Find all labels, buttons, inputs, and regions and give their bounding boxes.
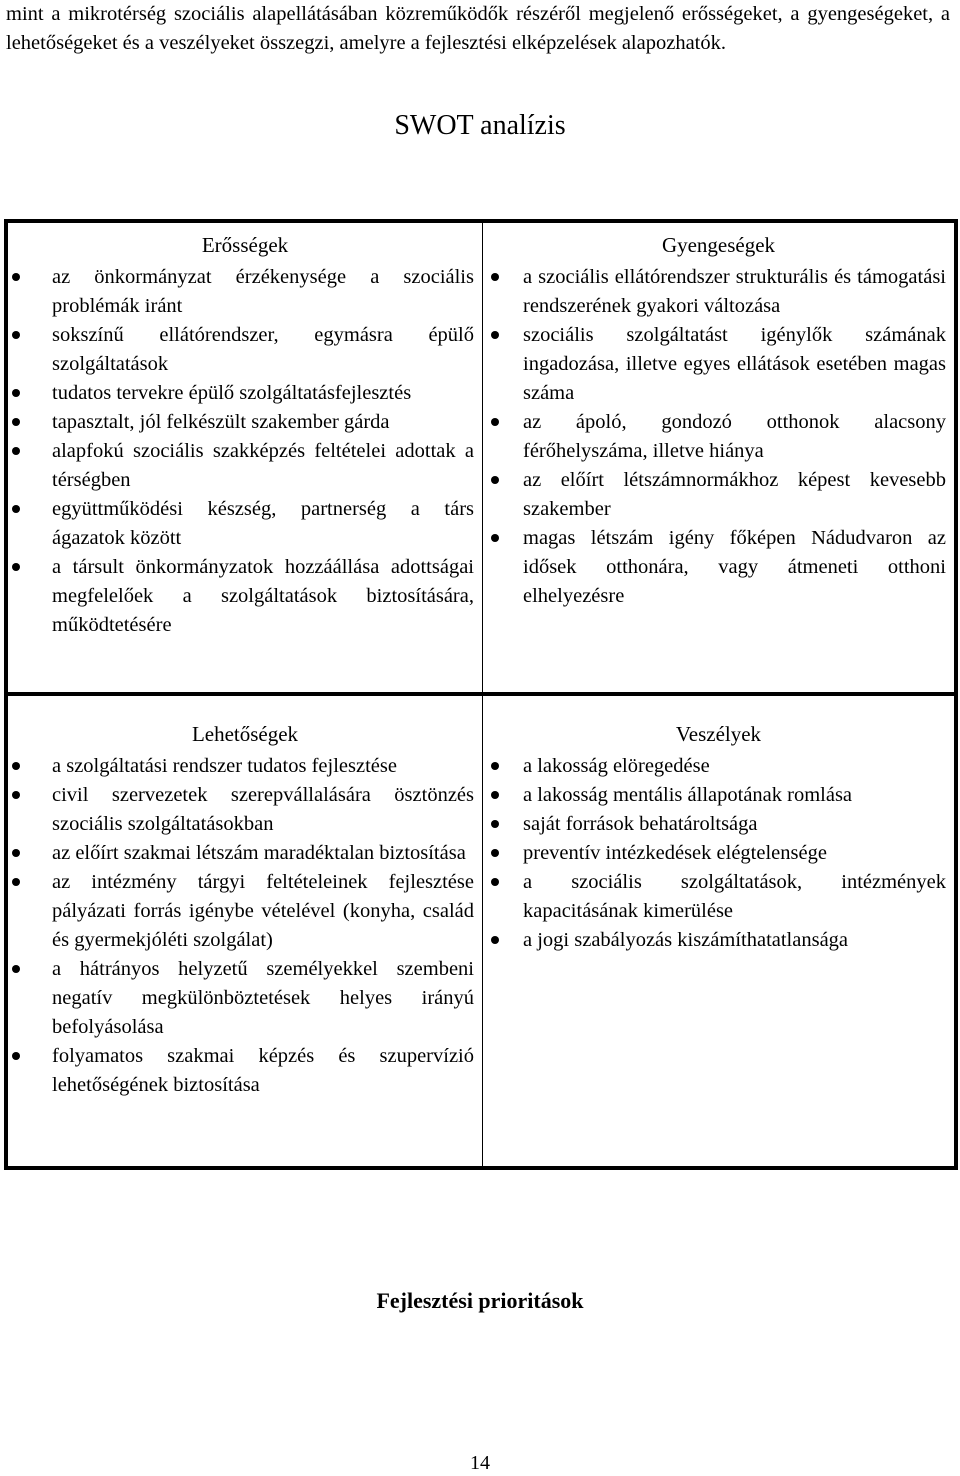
weaknesses-heading: Gyengeségek (661, 233, 776, 257)
bullet-icon (12, 965, 20, 973)
strengths-list (8, 263, 482, 640)
bullet-icon (12, 1052, 20, 1060)
opportunity-item-text: civil szervezetek szerepvállalására ösztönzés szociális szolgáltatásokban (52, 784, 474, 835)
bullet-icon (491, 791, 499, 799)
opportunities-heading: Lehetőségek (191, 722, 299, 746)
weakness-item (483, 524, 954, 611)
weakness-item (483, 408, 954, 466)
opportunity-item-text: az előírt szakmai létszám maradéktalan biztosítása (52, 842, 466, 864)
page-number: 14 (470, 1452, 490, 1474)
bullet-icon (12, 878, 20, 886)
threat-item (483, 781, 954, 810)
strength-item (8, 408, 482, 437)
bullet-icon (491, 331, 499, 339)
bullet-icon (491, 820, 499, 828)
opportunity-item (8, 868, 482, 955)
strengths-heading: Erősségek (201, 233, 289, 257)
threats-cell (483, 696, 954, 1166)
bullet-icon (12, 331, 20, 339)
opportunity-item (8, 781, 482, 839)
opportunity-item-text: folyamatos szakmai képzés és szupervízió lehetőségének biztosítása (52, 1045, 474, 1096)
swot-title: SWOT analízis (394, 110, 566, 141)
strength-item-text: tudatos tervekre épülő szolgáltatásfejlesztés (52, 382, 412, 404)
opportunity-item-text: a szolgáltatási rendszer tudatos fejlesztése (52, 755, 397, 777)
bullet-icon (12, 447, 20, 455)
threats-list (483, 752, 954, 955)
strength-item (8, 437, 482, 495)
swot-table (4, 219, 958, 1170)
strength-item-text: tapasztalt, jól felkészült szakember gárda (52, 411, 390, 433)
bullet-icon (12, 389, 20, 397)
threat-item (483, 839, 954, 868)
section-heading: Fejlesztési prioritások (376, 1288, 584, 1313)
weakness-item-text: a szociális ellátórendszer strukturális és támogatási rendszerének gyakori változása (523, 266, 946, 317)
bullet-icon (12, 505, 20, 513)
bullet-icon (491, 418, 499, 426)
weakness-item (483, 466, 954, 524)
opportunity-item (8, 1042, 482, 1100)
strength-item (8, 495, 482, 553)
bullet-icon (491, 534, 499, 542)
strengths-cell (8, 223, 482, 692)
opportunity-item (8, 839, 482, 868)
bullet-icon (491, 762, 499, 770)
strength-item-text: együttműködési készség, partnerség a társ ágazatok között (52, 498, 474, 549)
strength-item-text: az önkormányzat érzékenysége a szociális problémák iránt (52, 266, 474, 317)
threat-item-text: preventív intézkedések elégtelensége (523, 842, 827, 864)
weakness-item-text: szociális szolgáltatást igénylők számának ingadozása, illetve egyes ellátások esetében magas száma (523, 324, 946, 404)
weakness-item-text: az ápoló, gondozó otthonok alacsony férőhelyszáma, illetve hiánya (523, 411, 946, 462)
bullet-icon (491, 878, 499, 886)
opportunity-item-text: az intézmény tárgyi feltételeinek fejlesztése pályázati forrás igénybe vételével (konyha, család és gyermekjóléti szolgálat) (52, 871, 474, 951)
threat-item-text: a lakosság mentális állapotának romlása (523, 784, 853, 806)
strength-item (8, 553, 482, 640)
opportunity-item (8, 955, 482, 1042)
weakness-item-text: magas létszám igény főképen Nádudvaron az idősek otthonára, vagy átmeneti otthoni elhelyezésre (523, 527, 946, 607)
strength-item (8, 263, 482, 321)
threat-item-text: saját források behatároltsága (523, 813, 758, 835)
intro-paragraph: mint a mikrotérség szociális alapellátásában közreműködők részéről megjelenő erősségeket, a gyengeségeket, a lehetőségeket és a veszélyeket összegzi, amelyre a fejlesztési elképzelések alapozhatók. (6, 3, 950, 54)
threat-item (483, 752, 954, 781)
strength-item (8, 321, 482, 379)
threat-item-text: a szociális szolgáltatások, intézmények kapacitásának kimerülése (523, 871, 946, 922)
threat-item (483, 810, 954, 839)
weakness-item (483, 263, 954, 321)
bullet-icon (491, 476, 499, 484)
threat-item (483, 926, 954, 955)
bullet-icon (491, 849, 499, 857)
strength-item-text: a társult önkormányzatok hozzáállása adottságai megfelelőek a szolgáltatások biztosítására, működtetésére (52, 556, 474, 636)
strength-item-text: sokszínű ellátórendszer, egymásra épülő szolgáltatások (52, 324, 474, 375)
opportunity-item-text: a hátrányos helyzetű személyekkel szembeni negatív megkülönböztetések helyes irányú befolyásolása (52, 958, 474, 1038)
strength-item (8, 379, 482, 408)
bullet-icon (12, 418, 20, 426)
weakness-item-text: az előírt létszámnormákhoz képest kevesebb szakember (523, 469, 946, 520)
bullet-icon (491, 273, 499, 281)
threats-heading: Veszélyek (675, 722, 762, 746)
bullet-icon (491, 936, 499, 944)
weaknesses-cell (483, 223, 954, 692)
bullet-icon (12, 273, 20, 281)
threat-item-text: a lakosság elöregedése (523, 755, 710, 777)
opportunities-list (8, 752, 482, 1100)
weaknesses-list (483, 263, 954, 611)
bullet-icon (12, 563, 20, 571)
bullet-icon (12, 849, 20, 857)
weakness-item (483, 321, 954, 408)
bullet-icon (12, 791, 20, 799)
threat-item-text: a jogi szabályozás kiszámíthatatlansága (523, 929, 849, 951)
threat-item (483, 868, 954, 926)
strength-item-text: alapfokú szociális szakképzés feltételei adottak a térségben (52, 440, 474, 491)
bullet-icon (12, 762, 20, 770)
opportunities-cell (8, 696, 482, 1166)
opportunity-item (8, 752, 482, 781)
